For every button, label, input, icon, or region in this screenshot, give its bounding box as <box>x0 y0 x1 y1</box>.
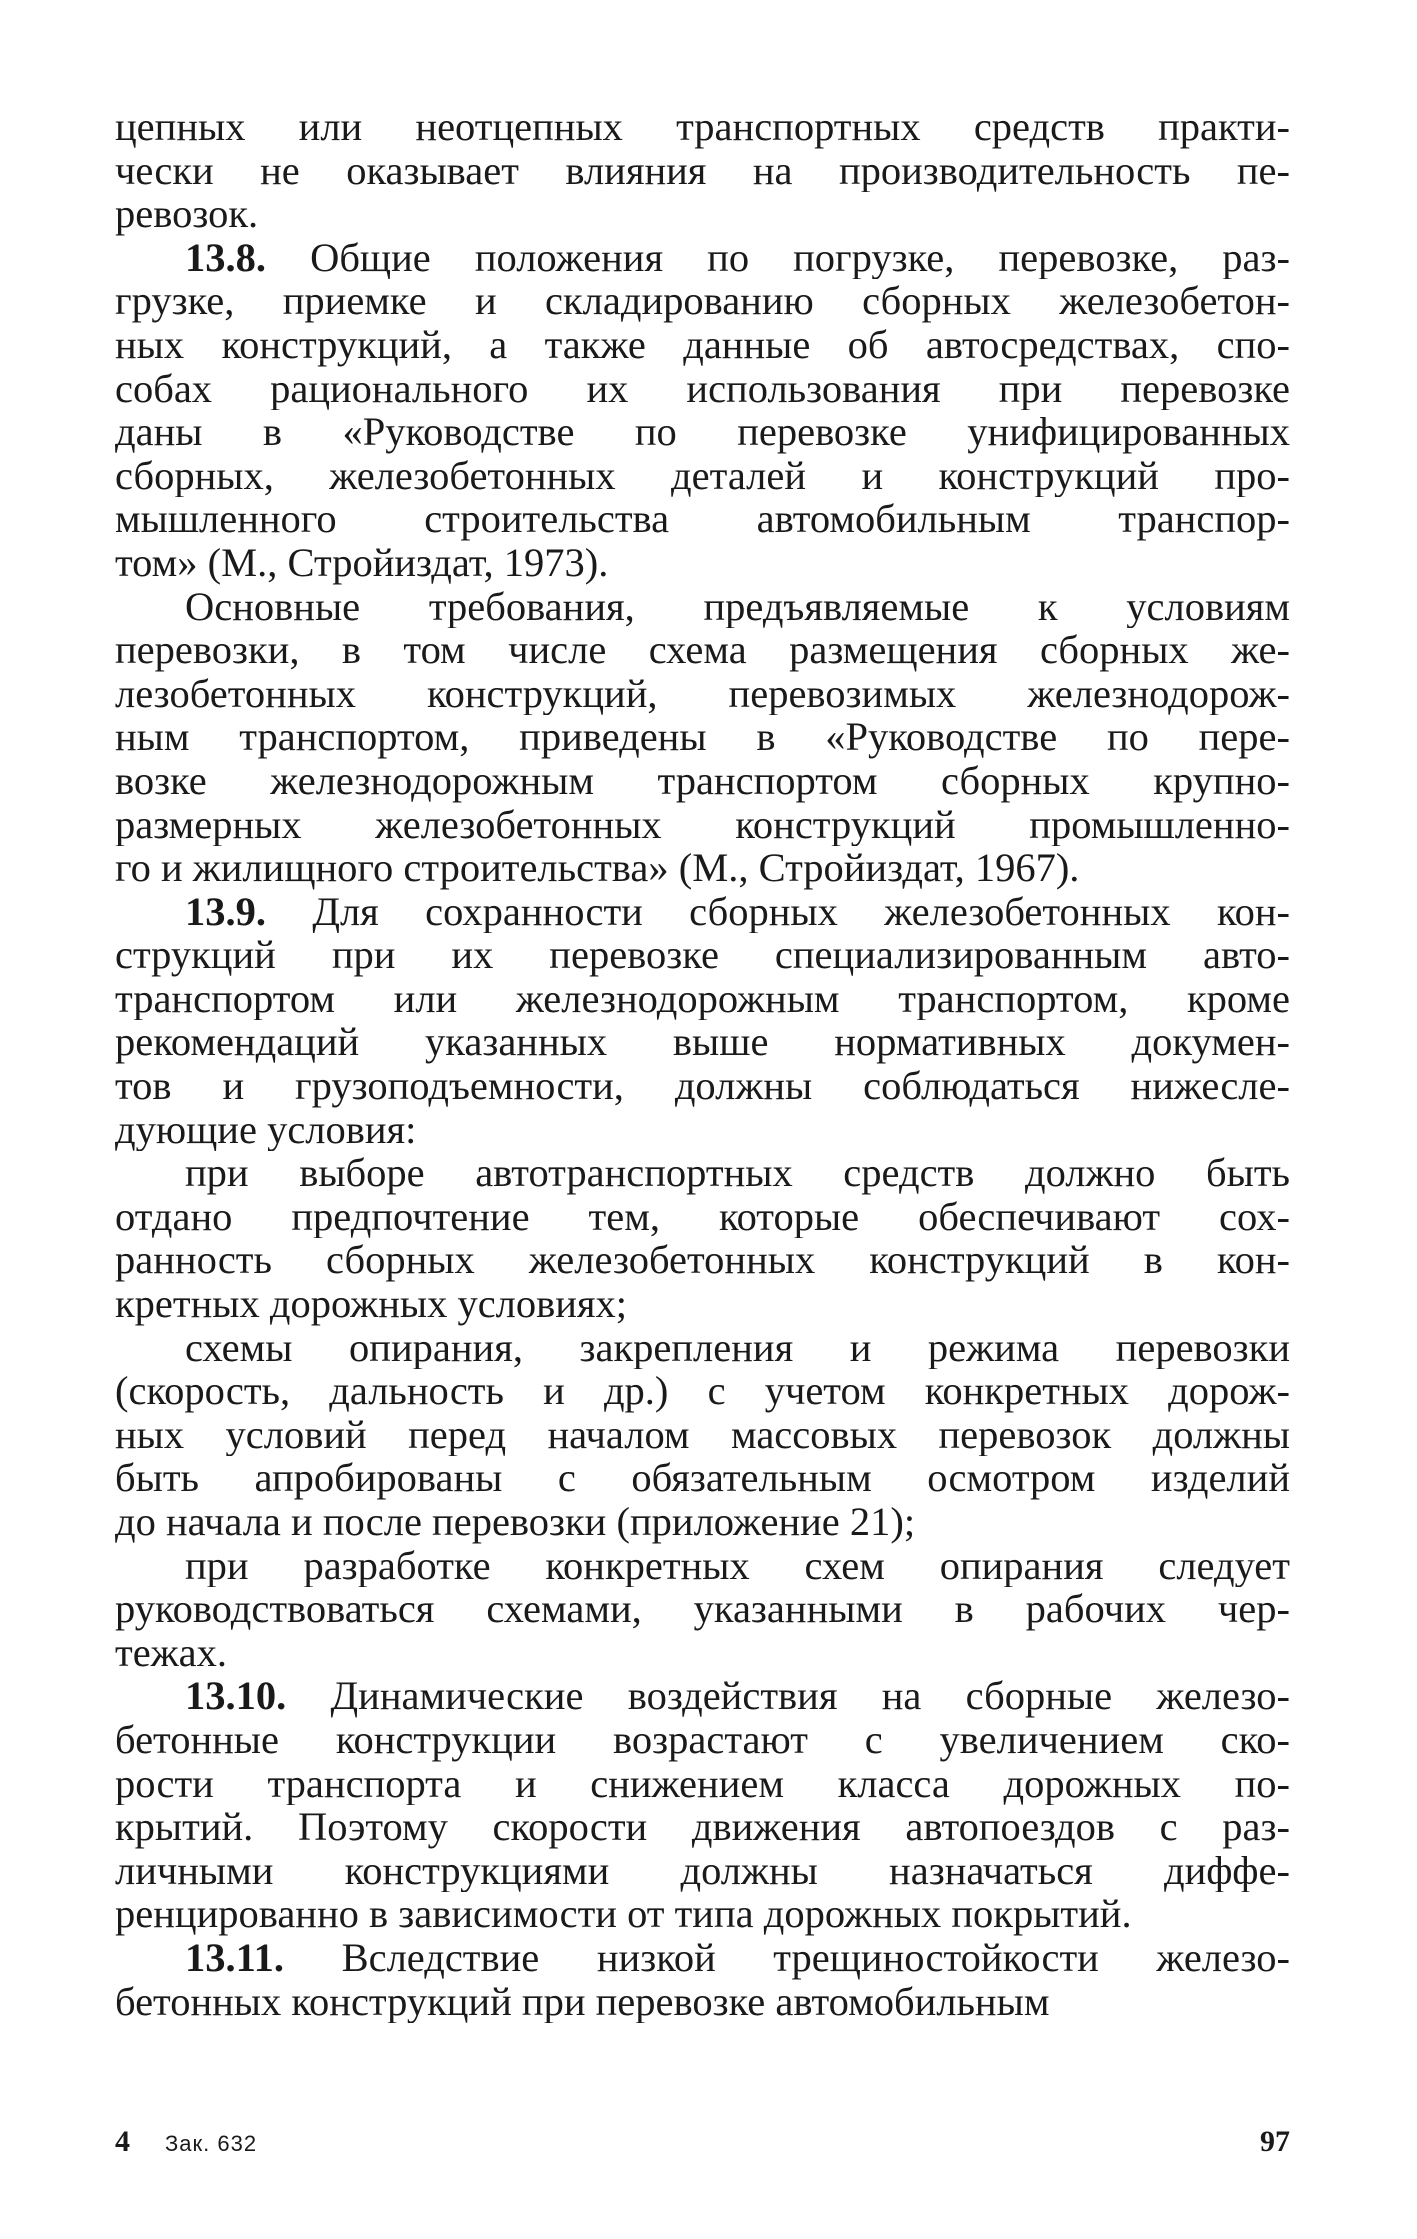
paragraph <box>115 890 1290 1152</box>
line-text: возке железнодорожным транспортом сборных крупно- <box>115 758 1290 803</box>
text-line <box>115 1500 1290 1544</box>
line-text: кретных дорожных условиях; <box>115 1282 628 1326</box>
line-text: ранность сборных железобетонных конструкций в кон- <box>115 1238 1290 1283</box>
line-text: сборных, железобетонных деталей и конструкций про- <box>115 453 1290 498</box>
text-line <box>115 1587 1290 1631</box>
line-text: го и жилищного строительства» (М., Стройиздат, 1967). <box>115 846 1080 890</box>
line-text: Общие положения по погрузке, перевозке, раз- <box>266 235 1290 280</box>
text-line <box>115 933 1290 977</box>
text-line <box>115 1762 1290 1806</box>
text-line <box>115 1238 1290 1282</box>
line-text: руководствоваться схемами, указанными в рабочих чер- <box>115 1587 1290 1631</box>
text-line <box>115 1544 1290 1588</box>
text-line <box>115 672 1290 716</box>
paragraph <box>115 105 1290 236</box>
text-line <box>115 803 1290 847</box>
paragraph <box>115 585 1290 890</box>
text-line <box>115 1980 1290 2024</box>
line-text: грузке, приемке и складированию сборных железобетон- <box>115 279 1290 323</box>
paragraph <box>115 236 1290 585</box>
line-text: рости транспорта и снижением класса дорожных по- <box>115 1761 1290 1806</box>
line-text: тежах. <box>115 1630 228 1675</box>
text-line <box>115 1631 1290 1675</box>
line-text: дующие условия: <box>115 1107 417 1152</box>
text-line <box>115 1674 1290 1718</box>
section-number: 13.9. <box>185 889 266 934</box>
text-line <box>115 1369 1290 1413</box>
text-line <box>115 454 1290 498</box>
line-text: Для сохранности сборных железобетонных кон- <box>266 889 1290 934</box>
text-line <box>115 367 1290 411</box>
text-line <box>115 1108 1290 1152</box>
line-text: даны в «Руководстве по перевозке унифицированных <box>115 410 1290 454</box>
line-text: личными конструкциями должны назначаться диффе- <box>115 1848 1290 1893</box>
text-line <box>115 236 1290 280</box>
section-number: 13.10. <box>185 1674 287 1718</box>
paragraph <box>115 1674 1290 1936</box>
line-text: Основные требования, предъявляемые к условиям <box>185 584 1290 629</box>
text-line <box>115 410 1290 454</box>
text-line <box>115 1849 1290 1893</box>
text-line <box>115 1282 1290 1326</box>
text-line <box>115 105 1290 149</box>
sheet-signature: 4 <box>115 2125 130 2158</box>
line-text: (скорость, дальность и др.) с учетом конкретных дорож- <box>115 1369 1290 1413</box>
text-line <box>115 1326 1290 1370</box>
line-text: лезобетонных конструкций, перевозимых железнодорож- <box>115 671 1290 716</box>
line-text: крытий. Поэтому скорости движения автопоездов с раз- <box>115 1805 1290 1849</box>
section-number: 13.11. <box>185 1935 285 1980</box>
text-line <box>115 1805 1290 1849</box>
line-text: ных условий перед началом массовых перевозок должны <box>115 1412 1290 1457</box>
line-text: схемы опирания, закрепления и режима перевозки <box>185 1325 1290 1370</box>
text-line <box>115 149 1290 193</box>
text-line <box>115 1892 1290 1936</box>
paragraph <box>115 1326 1290 1544</box>
paragraph <box>115 1544 1290 1675</box>
line-text: тов и грузоподъемности, должны соблюдаться нижесле- <box>115 1064 1290 1108</box>
text-line <box>115 715 1290 759</box>
text-line <box>115 1151 1290 1195</box>
line-text: Вследствие низкой трещиностойкости железо- <box>284 1935 1290 1980</box>
text-line <box>115 628 1290 672</box>
text-line <box>115 1936 1290 1980</box>
text-line <box>115 323 1290 367</box>
line-text: до начала и после перевозки (приложение 21); <box>115 1500 916 1544</box>
text-line <box>115 1718 1290 1762</box>
line-text: размерных железобетонных конструкций промышленно- <box>115 802 1290 847</box>
page-footer <box>115 2125 1290 2165</box>
line-text: мышленного строительства автомобильным транспор- <box>115 497 1290 541</box>
text-line <box>115 192 1290 236</box>
text-line <box>115 759 1290 803</box>
text-line <box>115 497 1290 541</box>
line-text: бетонных конструкций при перевозке автомобильным <box>115 1979 1050 2024</box>
line-text: отдано предпочтение тем, которые обеспечивают сох- <box>115 1194 1290 1239</box>
line-text: быть апробированы с обязательным осмотром изделий <box>115 1456 1290 1500</box>
text-line <box>115 541 1290 585</box>
text-line <box>115 1064 1290 1108</box>
text-line <box>115 977 1290 1021</box>
text-line <box>115 1456 1290 1500</box>
text-line <box>115 585 1290 629</box>
text-line <box>115 279 1290 323</box>
line-text: Динамические воздействия на сборные железо- <box>286 1674 1290 1718</box>
line-text: бетонные конструкции возрастают с увеличением ско- <box>115 1717 1290 1762</box>
line-text: струкций при их перевозке специализированным авто- <box>115 933 1290 977</box>
text-line <box>115 846 1290 890</box>
line-text: собах рационального их использования при перевозке <box>115 366 1290 411</box>
text-line <box>115 890 1290 934</box>
paragraph <box>115 1936 1290 2023</box>
line-text: транспортом или железнодорожным транспортом, кроме <box>115 976 1290 1021</box>
line-text: ным транспортом, приведены в «Руководстве по пере- <box>115 715 1290 759</box>
page-body <box>115 105 1290 2023</box>
paragraph <box>115 1151 1290 1325</box>
line-text: ренцированно в зависимости от типа дорожных покрытий. <box>115 1892 1132 1936</box>
line-text: при разработке конкретных схем опирания следует <box>185 1543 1290 1588</box>
line-text: при выборе автотранспортных средств должно быть <box>185 1151 1290 1195</box>
text-line <box>115 1020 1290 1064</box>
page-number: 97 <box>1260 2125 1290 2158</box>
text-line <box>115 1195 1290 1239</box>
line-text: рекомендаций указанных выше нормативных докумен- <box>115 1020 1290 1065</box>
section-number: 13.8. <box>185 235 266 280</box>
line-text: перевозки, в том числе схема размещения сборных же- <box>115 628 1290 672</box>
print-order-note: Зак. 632 <box>165 2131 258 2156</box>
line-text: чески не оказывает влияния на производительность пе- <box>115 148 1290 193</box>
line-text: цепных или неотцепных транспортных средств практи- <box>115 105 1290 149</box>
line-text: ревозок. <box>115 192 259 236</box>
line-text: ных конструкций, а также данные об автосредствах, спо- <box>115 322 1290 367</box>
text-line <box>115 1413 1290 1457</box>
line-text: том» (М., Стройиздат, 1973). <box>115 540 609 585</box>
